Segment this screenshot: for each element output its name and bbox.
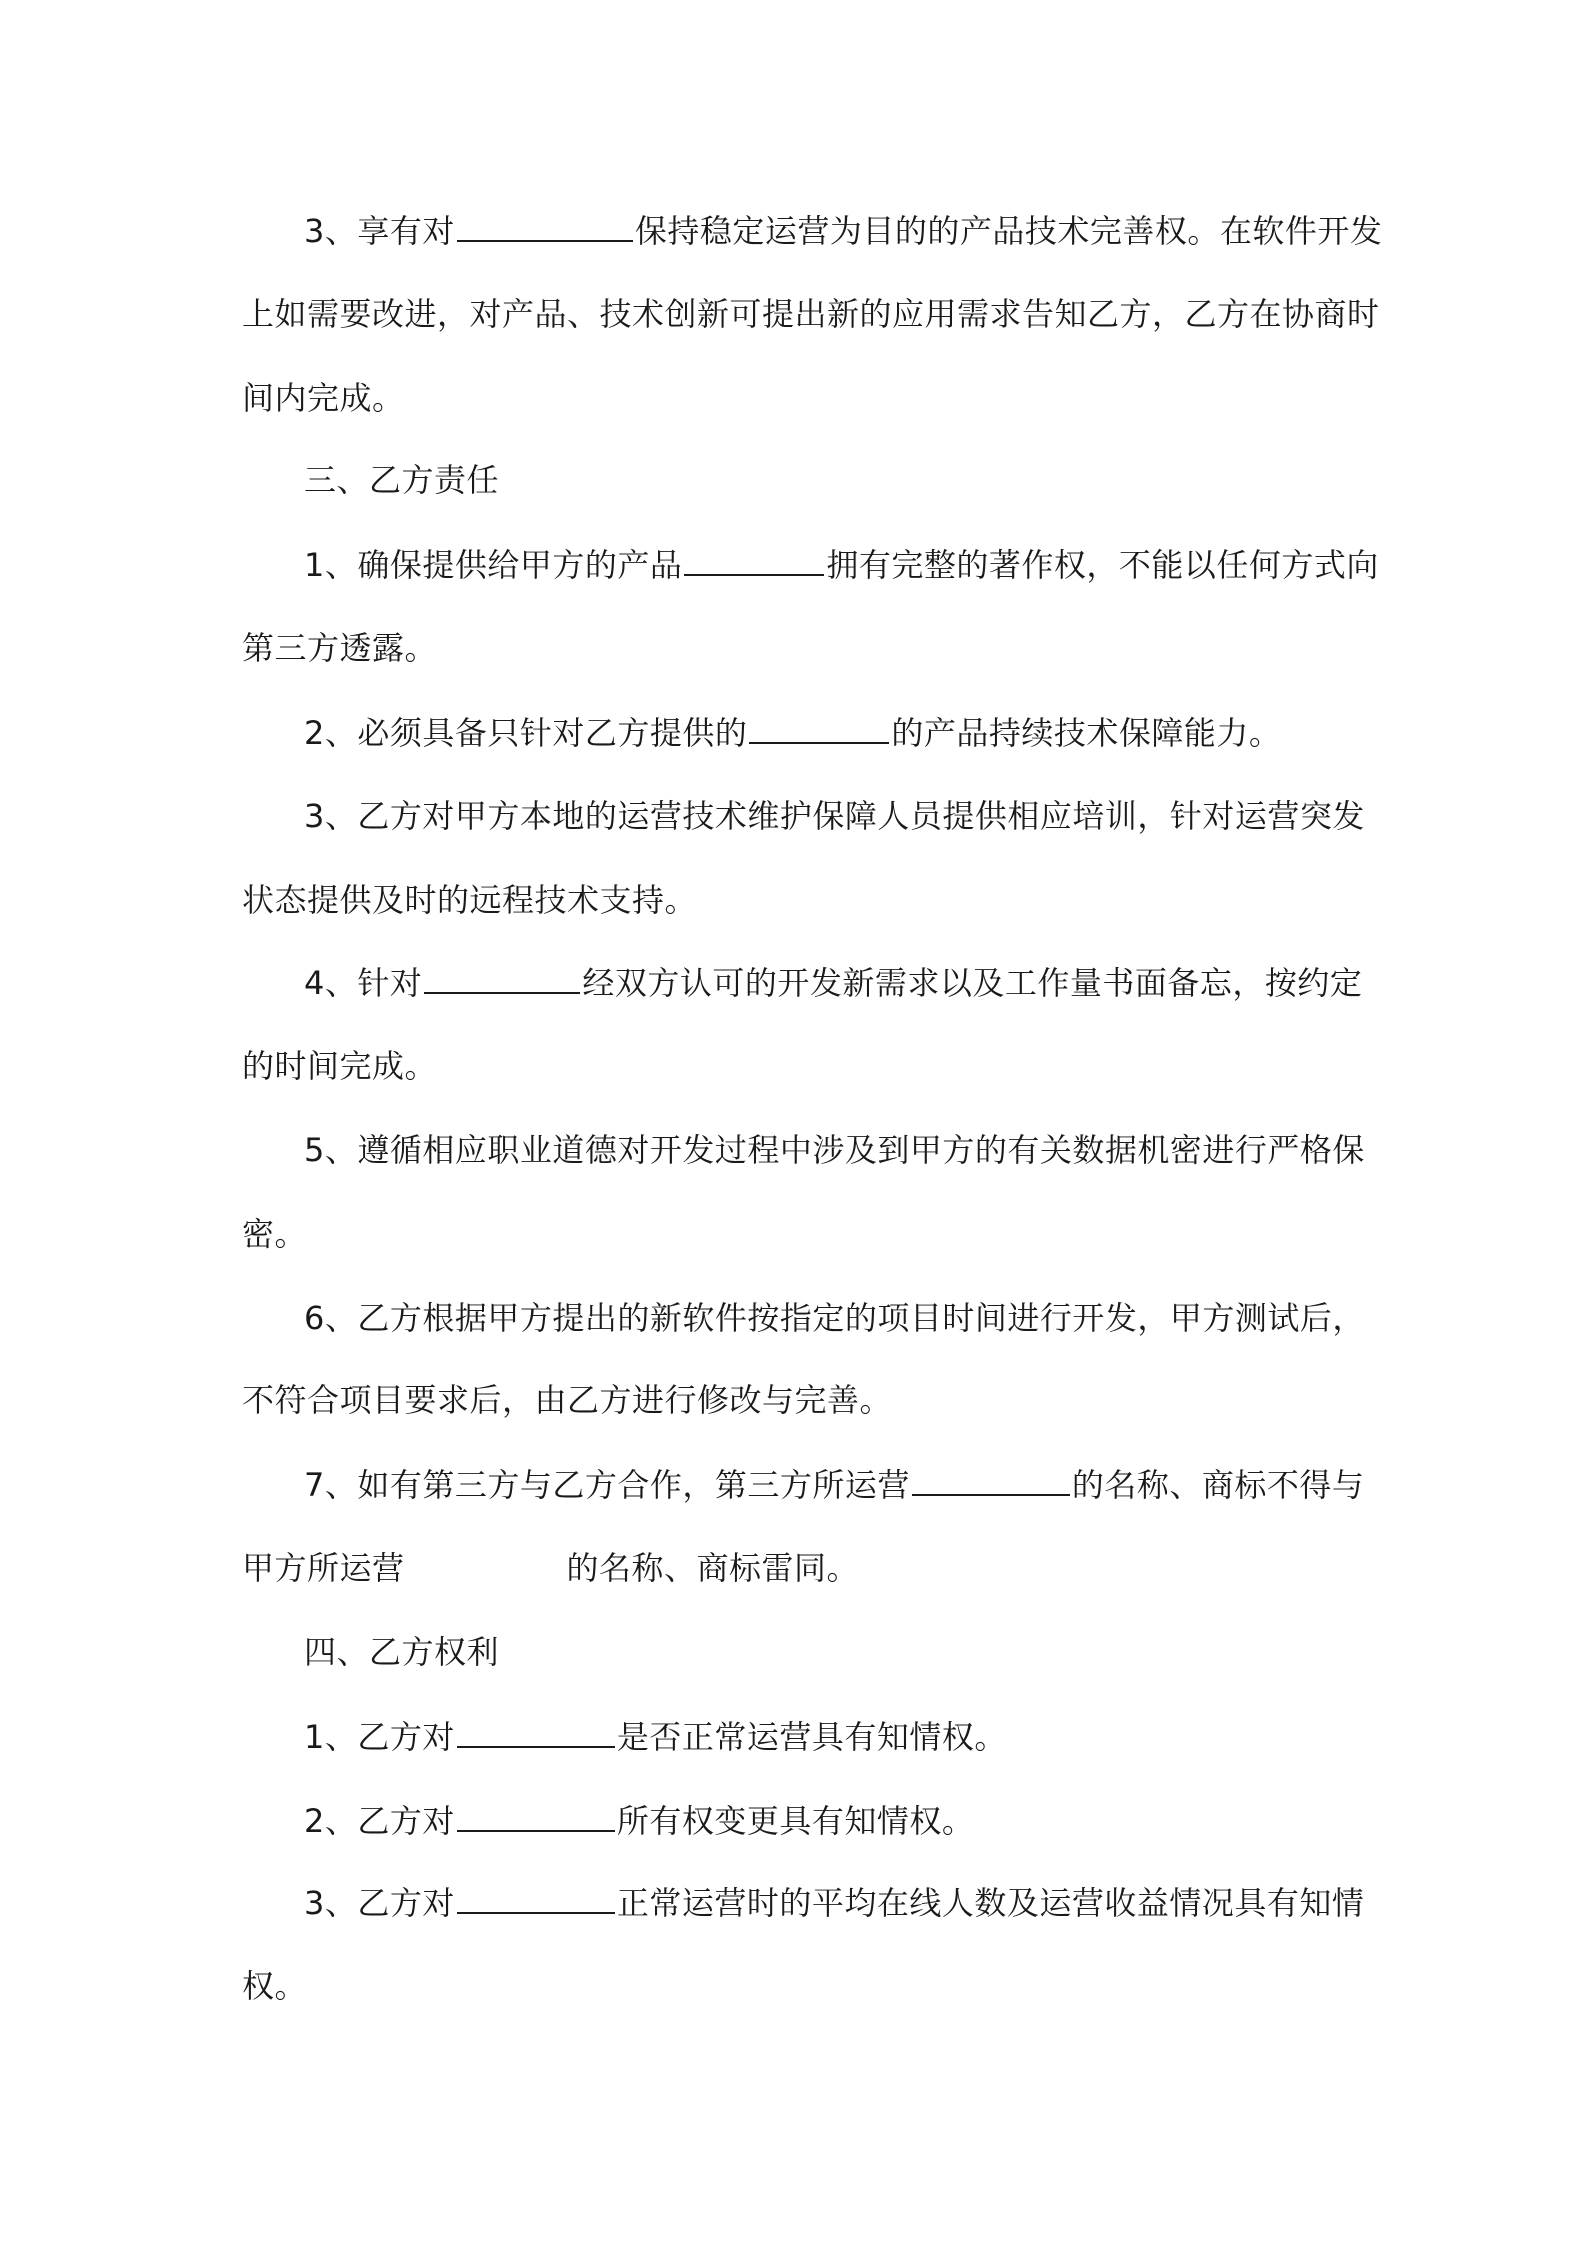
text-segment: 三、乙方责任 (304, 461, 500, 499)
text-segment: 的产品持续技术保障能力。 (891, 714, 1282, 752)
paragraph-line (304, 1882, 1364, 1923)
text-segment: 是否正常运营具有知情权。 (616, 1718, 1007, 1756)
text-segment: 第三方透露。 (242, 629, 438, 667)
text-segment: 上如需要改进，对产品、技术创新可提出新的应用需求告知乙方，乙方在协商时 (242, 295, 1380, 333)
fill-in-blank[interactable] (684, 544, 824, 576)
text-segment: 6、乙方根据甲方提出的新软件按指定的项目时间进行开发，甲方测试后， (304, 1299, 1365, 1337)
paragraph-line (304, 1298, 1365, 1338)
paragraph-line (242, 1214, 307, 1254)
fill-in-blank[interactable] (457, 1882, 615, 1914)
paragraph-line (242, 628, 437, 668)
fill-in-blank[interactable] (457, 210, 633, 242)
text-segment: 状态提供及时的远程技术支持。 (242, 881, 698, 919)
text-segment: 3、享有对 (304, 212, 455, 250)
text-segment: 四、乙方权利 (304, 1633, 500, 1671)
text-segment: 正常运营时的平均在线人数及运营收益情况具有知情 (616, 1884, 1365, 1922)
text-segment: 4、针对 (304, 964, 423, 1002)
paragraph-line (242, 1380, 892, 1420)
text-segment: 的名称、商标不得与 (1071, 1466, 1365, 1504)
paragraph-line (304, 796, 1365, 836)
paragraph-line (304, 544, 1379, 585)
fill-in-blank[interactable] (457, 1716, 615, 1748)
fill-in-blank[interactable] (457, 1800, 615, 1832)
paragraph-line (304, 712, 1281, 753)
paragraph-line (242, 378, 405, 418)
paragraph-line (242, 1548, 859, 1588)
paragraph-line (242, 880, 697, 920)
paragraph-line (304, 962, 1362, 1003)
text-segment: 保持稳定运营为目的的产品技术完善权。在软件开发 (634, 212, 1383, 250)
paragraph-line (242, 294, 1380, 334)
fill-in-space[interactable] (407, 1549, 565, 1579)
section-heading (304, 460, 499, 500)
text-segment: 3、乙方对甲方本地的运营技术维护保障人员提供相应培训，针对运营突发 (304, 797, 1365, 835)
text-segment: 2、必须具备只针对乙方提供的 (304, 714, 748, 752)
paragraph-line (304, 1800, 974, 1841)
paragraph-line (304, 210, 1382, 251)
text-segment: 不符合项目要求后，由乙方进行修改与完善。 (242, 1381, 893, 1419)
text-segment: 1、确保提供给甲方的产品 (304, 546, 683, 584)
paragraph-line (304, 1716, 1007, 1757)
text-segment: 经双方认可的开发新需求以及工作量书面备忘，按约定 (582, 964, 1363, 1002)
text-segment: 权。 (242, 1967, 308, 2005)
paragraph-line (242, 1966, 307, 2006)
text-segment: 5、遵循相应职业道德对开发过程中涉及到甲方的有关数据机密进行严格保 (304, 1131, 1365, 1169)
fill-in-blank[interactable] (912, 1464, 1070, 1496)
text-segment: 密。 (242, 1215, 308, 1253)
section-heading (304, 1632, 499, 1672)
text-segment: 甲方所运营 (242, 1549, 405, 1587)
text-segment: 7、如有第三方与乙方合作，第三方所运营 (304, 1466, 910, 1504)
text-segment: 的名称、商标雷同。 (566, 1549, 860, 1587)
text-segment: 1、乙方对 (304, 1718, 455, 1756)
paragraph-line (242, 1046, 437, 1086)
paragraph-line (304, 1464, 1364, 1505)
text-segment: 间内完成。 (242, 379, 405, 417)
text-segment: 2、乙方对 (304, 1802, 455, 1840)
paragraph-line (304, 1130, 1365, 1170)
fill-in-blank[interactable] (424, 962, 580, 994)
text-segment: 3、乙方对 (304, 1884, 455, 1922)
text-segment: 所有权变更具有知情权。 (616, 1802, 975, 1840)
text-segment: 的时间完成。 (242, 1047, 438, 1085)
text-segment: 拥有完整的著作权，不能以任何方式向 (826, 546, 1379, 584)
fill-in-blank[interactable] (749, 712, 889, 744)
